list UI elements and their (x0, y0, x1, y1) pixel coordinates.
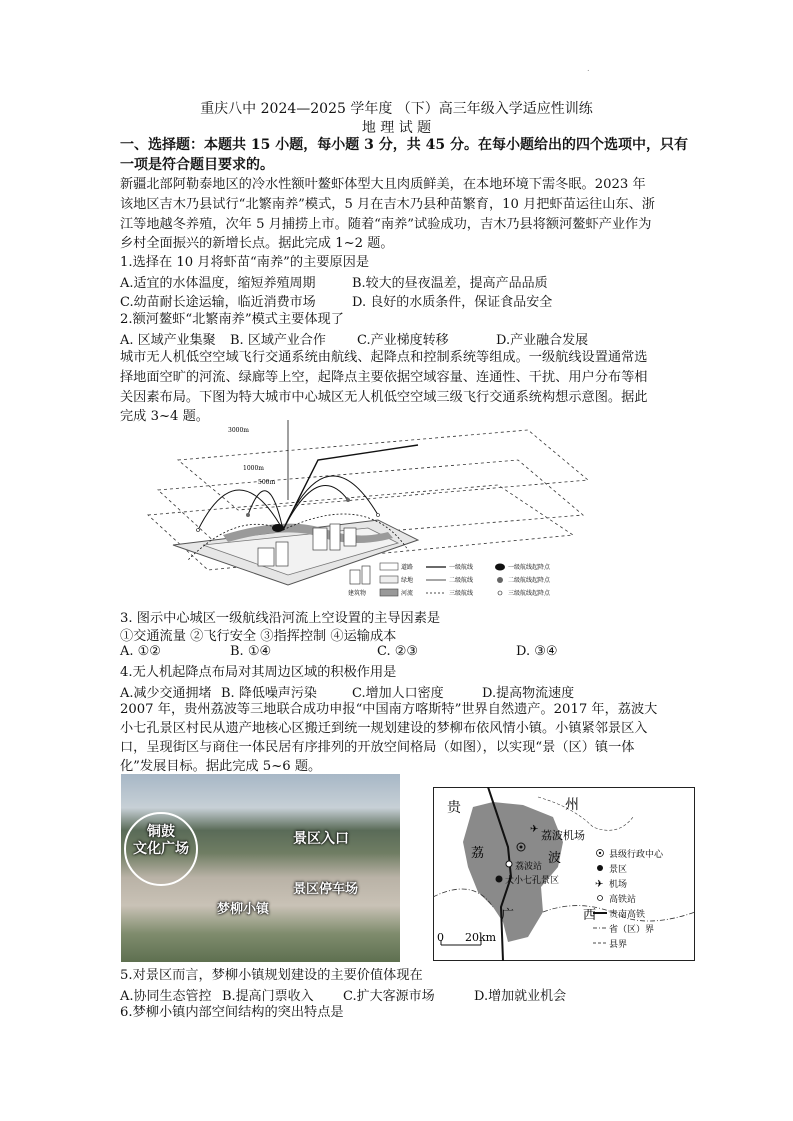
alt-1000-label: 1000m (243, 465, 264, 472)
q2-option-c[interactable]: C.产业梯度转移 (357, 333, 449, 348)
entrance-label: 景区入口 (293, 831, 349, 847)
building (344, 528, 356, 546)
q5-option-d[interactable]: D.增加就业机会 (474, 989, 567, 1004)
town-aerial-photo (121, 774, 400, 962)
subject-title: 地 理 试 题 (361, 120, 432, 136)
q5-stem: 5.对景区而言，梦柳小镇规划建设的主要价值体现在 (120, 968, 423, 983)
route-primary (283, 445, 418, 530)
q4-option-a[interactable]: A.减少交通拥堵 (120, 686, 212, 701)
primary-landing-point (272, 524, 284, 532)
map-scale-0: 0 (437, 931, 444, 944)
q1-stem: 1.选择在 10 月将虾苗“南养”的主要原因是 (120, 255, 370, 270)
map-label-gui: 贵 (447, 800, 461, 816)
passage3-line: 2007 年，贵州荔波等三地联合成功申报“中国南方喀斯特”世界自然遗产。2017 年，荔波大 (120, 702, 658, 717)
legend-rail-station: 高铁站 (609, 895, 637, 905)
legend-point2: 二级航线起降点 (508, 577, 551, 584)
airport-icon: ✈ (530, 824, 539, 835)
secondary-landing-point (246, 513, 250, 517)
map-label-li: 荔 (471, 846, 485, 861)
route-arc (283, 485, 348, 530)
legend-green: 绿地 (401, 577, 414, 584)
legend-point3: 三级航线起降点 (508, 590, 551, 597)
passage3-line: 化”发展目标。据此完成 5~6 题。 (120, 759, 322, 774)
passage2-line: 关因素布局。下图为特大城市中心城区无人机低空空域三级飞行交通系统构想示意图。据此 (120, 390, 648, 405)
legend-route3: 三级航线 (449, 590, 474, 597)
alt-500-label: 500m (258, 479, 276, 486)
q2-stem: 2.额河鳌虾“北繁南养”模式主要体现了 (120, 312, 344, 327)
q3-option-b[interactable]: B. ①④ (230, 644, 272, 659)
section-heading-line2: 一项是符合题目要求的。 (120, 157, 274, 173)
q1-option-d[interactable]: D. 良好的水质条件，保证食品安全 (352, 295, 553, 310)
legend-railway: 贵南高铁 (609, 910, 646, 920)
q2-option-a[interactable]: A. 区域产业集聚 (120, 333, 216, 348)
legend-county: 县级行政中心 (609, 850, 664, 860)
passage3-line: 口，呈现街区与商住一体民居有序排列的开放空间格局（如图），以实现“景（区）镇一体 (120, 740, 635, 755)
q3-option-c[interactable]: C. ②③ (377, 644, 419, 659)
passage1-line: 乡村全面振兴的新增长点。据此完成 1~2 题。 (120, 236, 394, 251)
q5-option-c[interactable]: C.扩大客源市场 (343, 989, 435, 1004)
passage1-line: 新疆北部阿勒泰地区的冷水性额叶鳌虾体型大且肉质鲜美，在本地环境下需冬眠。2023 年 (120, 177, 646, 192)
secondary-landing-point (346, 498, 350, 502)
scenic-area-marker (496, 876, 503, 883)
q5-option-b[interactable]: B.提高门票收入 (222, 989, 314, 1004)
passage3-line: 小七孔景区村民从遗产地核心区搬迁到统一规划建设的梦柳布依风情小镇。小镇紧邻景区入 (120, 721, 648, 736)
q2-option-b[interactable]: B. 区域产业合作 (230, 333, 326, 348)
q1-option-b[interactable]: B.较大的昼夜温差，提高产品品质 (352, 276, 548, 291)
passage2-line: 择地面空旷的河流、绿廊等上空，起降点主要依据空域容量、连通性、干扰、用户分布等相 (120, 370, 648, 385)
map-scale-20: 20km (465, 931, 497, 944)
tertiary-landing-point (377, 514, 380, 517)
legend-scenic: 景区 (609, 865, 628, 875)
q3-option-d[interactable]: D. ③④ (516, 644, 558, 659)
map-label-station: 荔波站 (515, 862, 543, 872)
map-label-xi: 西 (583, 908, 597, 923)
q1-option-c[interactable]: C.幼苗耐长途运输，临近消费市场 (120, 295, 316, 310)
building (258, 548, 274, 566)
parking-label: 景区停车场 (293, 882, 359, 897)
building-label: 建筑物 (348, 590, 367, 597)
q4-option-c[interactable]: C.增加人口密度 (352, 686, 444, 701)
plaza-label: 铜鼓 文化广场 (133, 824, 189, 857)
q2-option-d[interactable]: D.产业融合发展 (496, 333, 589, 348)
tertiary-landing-point (197, 529, 200, 532)
passage2-line: 完成 3~4 题。 (120, 409, 209, 424)
q5-option-a[interactable]: A.协同生态管控 (120, 989, 212, 1004)
map-label-bo: 波 (548, 851, 562, 866)
passage1-line: 江等地越冬养殖，次年 5 月捕捞上市。随着“南养”试验成功，吉木乃县将额河鳌虾产业作为 (120, 217, 652, 232)
map-label-airport: 荔波机场 (541, 829, 585, 842)
q4-option-d[interactable]: D.提高物流速度 (482, 686, 575, 701)
map-label-zhou: 州 (565, 797, 579, 813)
building (330, 524, 340, 550)
diagram-legend (380, 563, 551, 597)
q4-stem: 4.无人机起降点布局对其周边区域的积极作用是 (120, 665, 397, 680)
q3-factors: ①交通流量 ②飞行安全 ③指挥控制 ④运输成本 (120, 629, 397, 644)
building (313, 528, 327, 550)
libo-location-map (433, 787, 695, 961)
map-label-scenic: 大小七孔景区 (505, 876, 560, 886)
q6-stem: 6.梦柳小镇内部空间结构的突出特点是 (120, 1005, 344, 1020)
legend-route2: 二级航线 (449, 577, 474, 584)
passage1-line: 该地区吉木乃县试行“北繁南养”模式，5 月在吉木乃县种苗繁育，10 月把虾苗运往山东、浙 (120, 197, 655, 212)
q3-stem: 3. 图示中心城区一级航线沿河流上空设置的主导因素是 (120, 611, 441, 626)
corner-mark: . (587, 64, 590, 73)
alt-3000-label: 3000m (228, 427, 249, 434)
legend-airport: 机场 (609, 880, 628, 890)
building (276, 542, 288, 566)
town-label: 梦柳小镇 (217, 902, 270, 917)
svg-text:✈: ✈ (595, 879, 604, 890)
rail-station-marker (506, 861, 512, 867)
q3-option-a[interactable]: A. ①② (120, 644, 161, 659)
plane-3000m (178, 430, 588, 510)
q4-option-b[interactable]: B. 降低噪声污染 (221, 686, 317, 701)
exam-title: 重庆八中 2024—2025 学年度 （下）高三年级入学适应性训练 (200, 101, 593, 117)
map-label-guang: 广 (501, 908, 515, 923)
drone-airspace-diagram (118, 420, 598, 610)
passage2-line: 城市无人机低空空域飞行交通系统由航线、起降点和控制系统等组成。一级航线设置通常选 (120, 350, 648, 365)
legend-point1: 一级航线起降点 (508, 564, 551, 571)
section-heading-line1: 一、选择题：本题共 15 小题，每小题 3 分，共 45 分。在每小题给出的四个选项中，只有 (120, 137, 688, 153)
q1-option-a[interactable]: A.适宜的水体温度，缩短养殖周期 (120, 276, 316, 291)
legend-county-border: 县界 (609, 940, 628, 950)
legend-road: 道路 (401, 564, 414, 571)
legend-route1: 一级航线 (449, 564, 474, 571)
legend-prov-border: 省（区）界 (609, 925, 655, 935)
legend-river: 河流 (401, 590, 414, 597)
